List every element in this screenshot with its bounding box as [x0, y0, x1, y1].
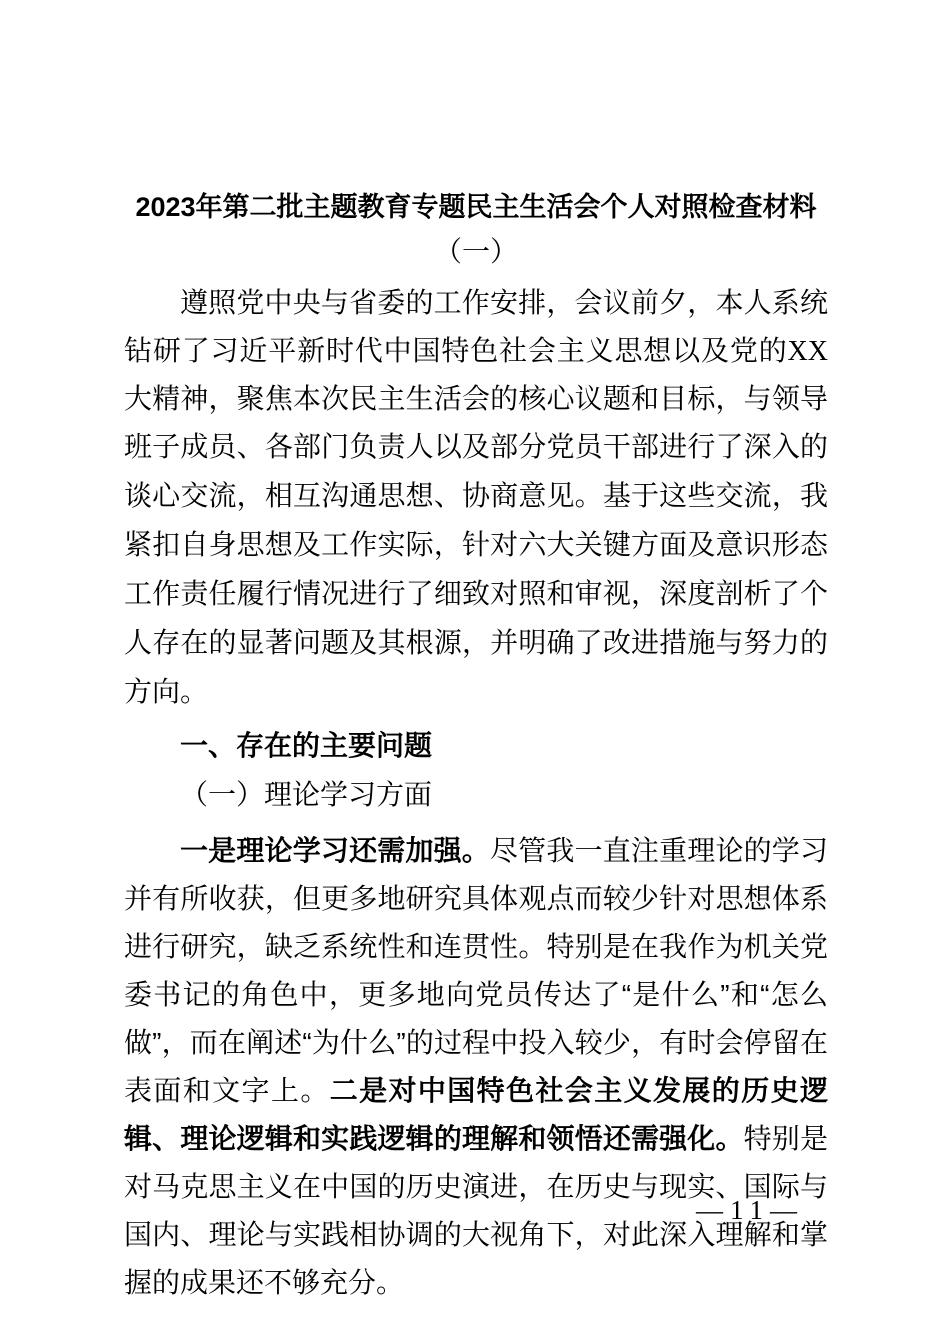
intro-paragraph-part1: 遵照党中央与省委的工作安排，会议前夕，本人系统钻研了习近平新时代中国特色社会主义思想以及党的XX大精神，聚焦本次民主生活会的核心议题和目标，与领导班子成员、各部门负责人以及部分党员干部进行了深入的谈心交流，相互沟通思想、协商意见。: [124, 288, 828, 512]
document-subtitle: （一）: [433, 237, 518, 268]
intro-paragraph-part2: 基于这些交流，我紧扣自身思想及工作实际，针对六大关键方面及意识形态工作责任履行情况进行了细致对照和审视，深度剖析了个人存在的显著问题及其根源，并明确了改进措施与努力的方向。: [124, 480, 828, 707]
page-number: —11—: [696, 1195, 804, 1225]
body-lead-sentence-1: 一是理论学习还需加强。: [180, 835, 490, 866]
body-lead-sentence-2: 二是对中国特色社会主义发展的历史逻辑、理论逻辑和实践逻辑的理解和领悟还需强化。: [124, 1075, 828, 1154]
intro-paragraph: [124, 280, 828, 717]
section-heading: 一、存在的主要问题: [180, 730, 433, 761]
document-title: 2023年第二批主题教育专题民主生活会个人对照检查材料: [135, 192, 817, 222]
subsection-heading: （一）理论学习方面: [180, 780, 433, 811]
body-paragraph: [124, 827, 828, 1307]
document-content: [124, 184, 828, 1307]
body-text-2: 特别是对马克思主义在中国的历史演进，在历史与现实、国际与国内、理论与实践相协调的大视角下，对此深入理解和掌握的成果还不够充分。: [124, 1123, 828, 1298]
body-text-1: 尽管我一直注重理论的学习并有所收获，但更多地研究具体观点而较少针对思想体系进行研究，缺乏系统性和连贯性。特别是在我作为机关党委书记的角色中，更多地向党员传达了“是什么”和“怎么做”，而在阐述“为什么”的过程中投入较少，有时会停留在表面和文字上。: [124, 835, 828, 1106]
